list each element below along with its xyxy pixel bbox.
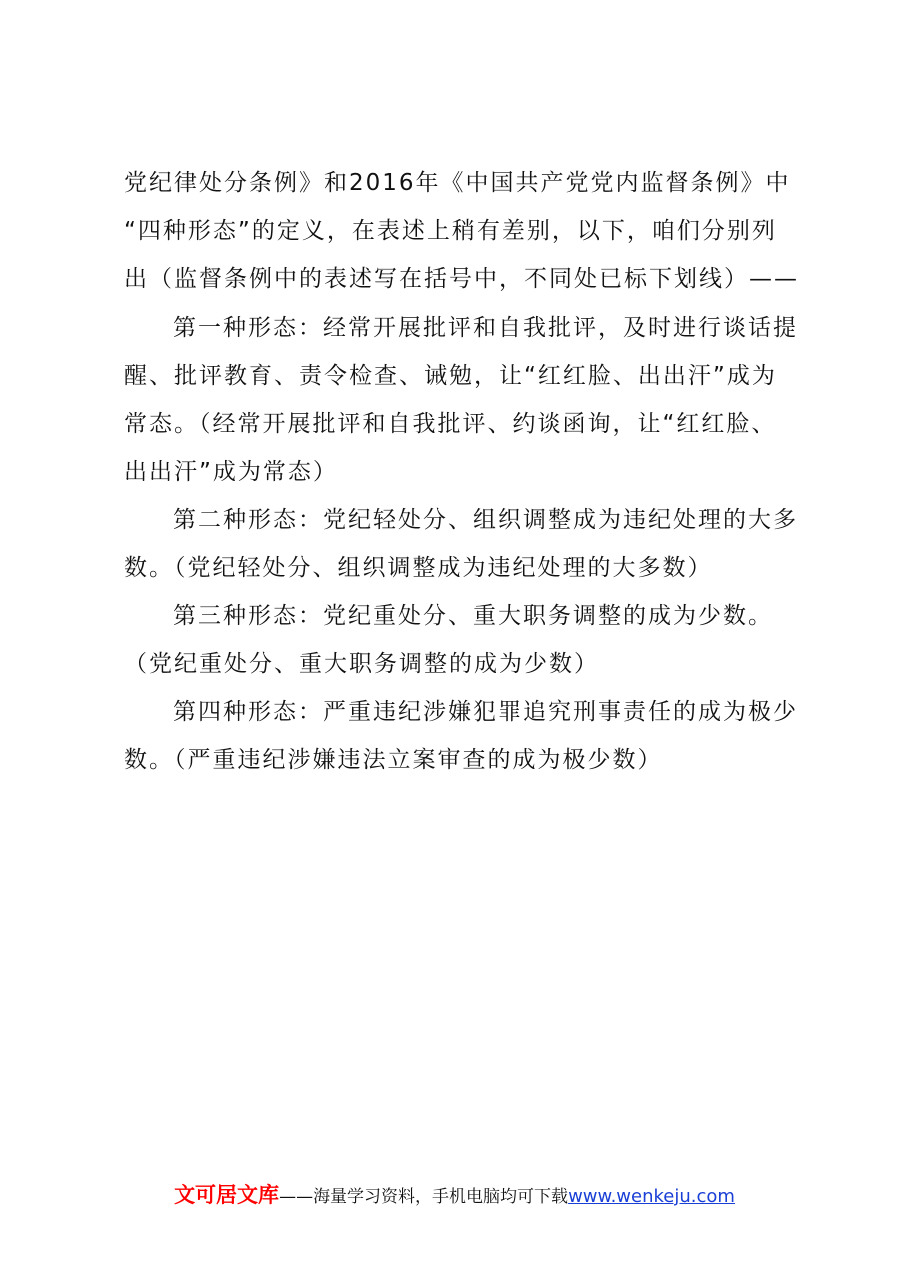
text-line: 数。（党纪轻处分、组织调整成为违纪处理的大多数） [124, 555, 713, 581]
text-line: （党纪重处分、重大职务调整的成为少数） [124, 651, 599, 677]
footer-tagline: ——海量学习资料，手机电脑均可下载 [279, 1187, 569, 1207]
text-line: 醒、批评教育、责令检查、诫勉，让“红红脸、出出汗”成为 [124, 363, 777, 389]
text-line: 常态。（经常开展批评和自我批评、约谈函询，让“红红脸、 [124, 411, 777, 437]
paragraph-third-form-line: 第三种形态：党纪重处分、重大职务调整的成为少数。 [173, 603, 773, 629]
paragraph-second-form-line: 第二种形态：党纪轻处分、组织调整成为违纪处理的大多 [173, 507, 798, 533]
text-line: 数。（严重违纪涉嫌违法立案审查的成为极少数） [124, 747, 663, 773]
text-line: 出（监督条例中的表述写在括号中，不同处已标下划线）—— [124, 266, 799, 292]
footer-brand: 文可居文库 [174, 1183, 280, 1207]
paragraph-first-form-line: 第一种形态：经常开展批评和自我批评，及时进行谈话提 [173, 315, 798, 341]
footer-site-link[interactable]: www.wenkeju.com [568, 1186, 735, 1207]
text-line: 出出汗”成为常态） [124, 459, 338, 485]
paragraph-fourth-form-line: 第四种形态：严重违纪涉嫌犯罪追究刑事责任的成为极少 [173, 699, 798, 725]
footer [0, 1183, 909, 1209]
text-line: “四种形态”的定义，在表述上稍有差别，以下，咱们分别列 [124, 218, 777, 244]
text-line: 党纪律处分条例》和2016年《中国共产党党内监督条例》中 [124, 170, 791, 196]
